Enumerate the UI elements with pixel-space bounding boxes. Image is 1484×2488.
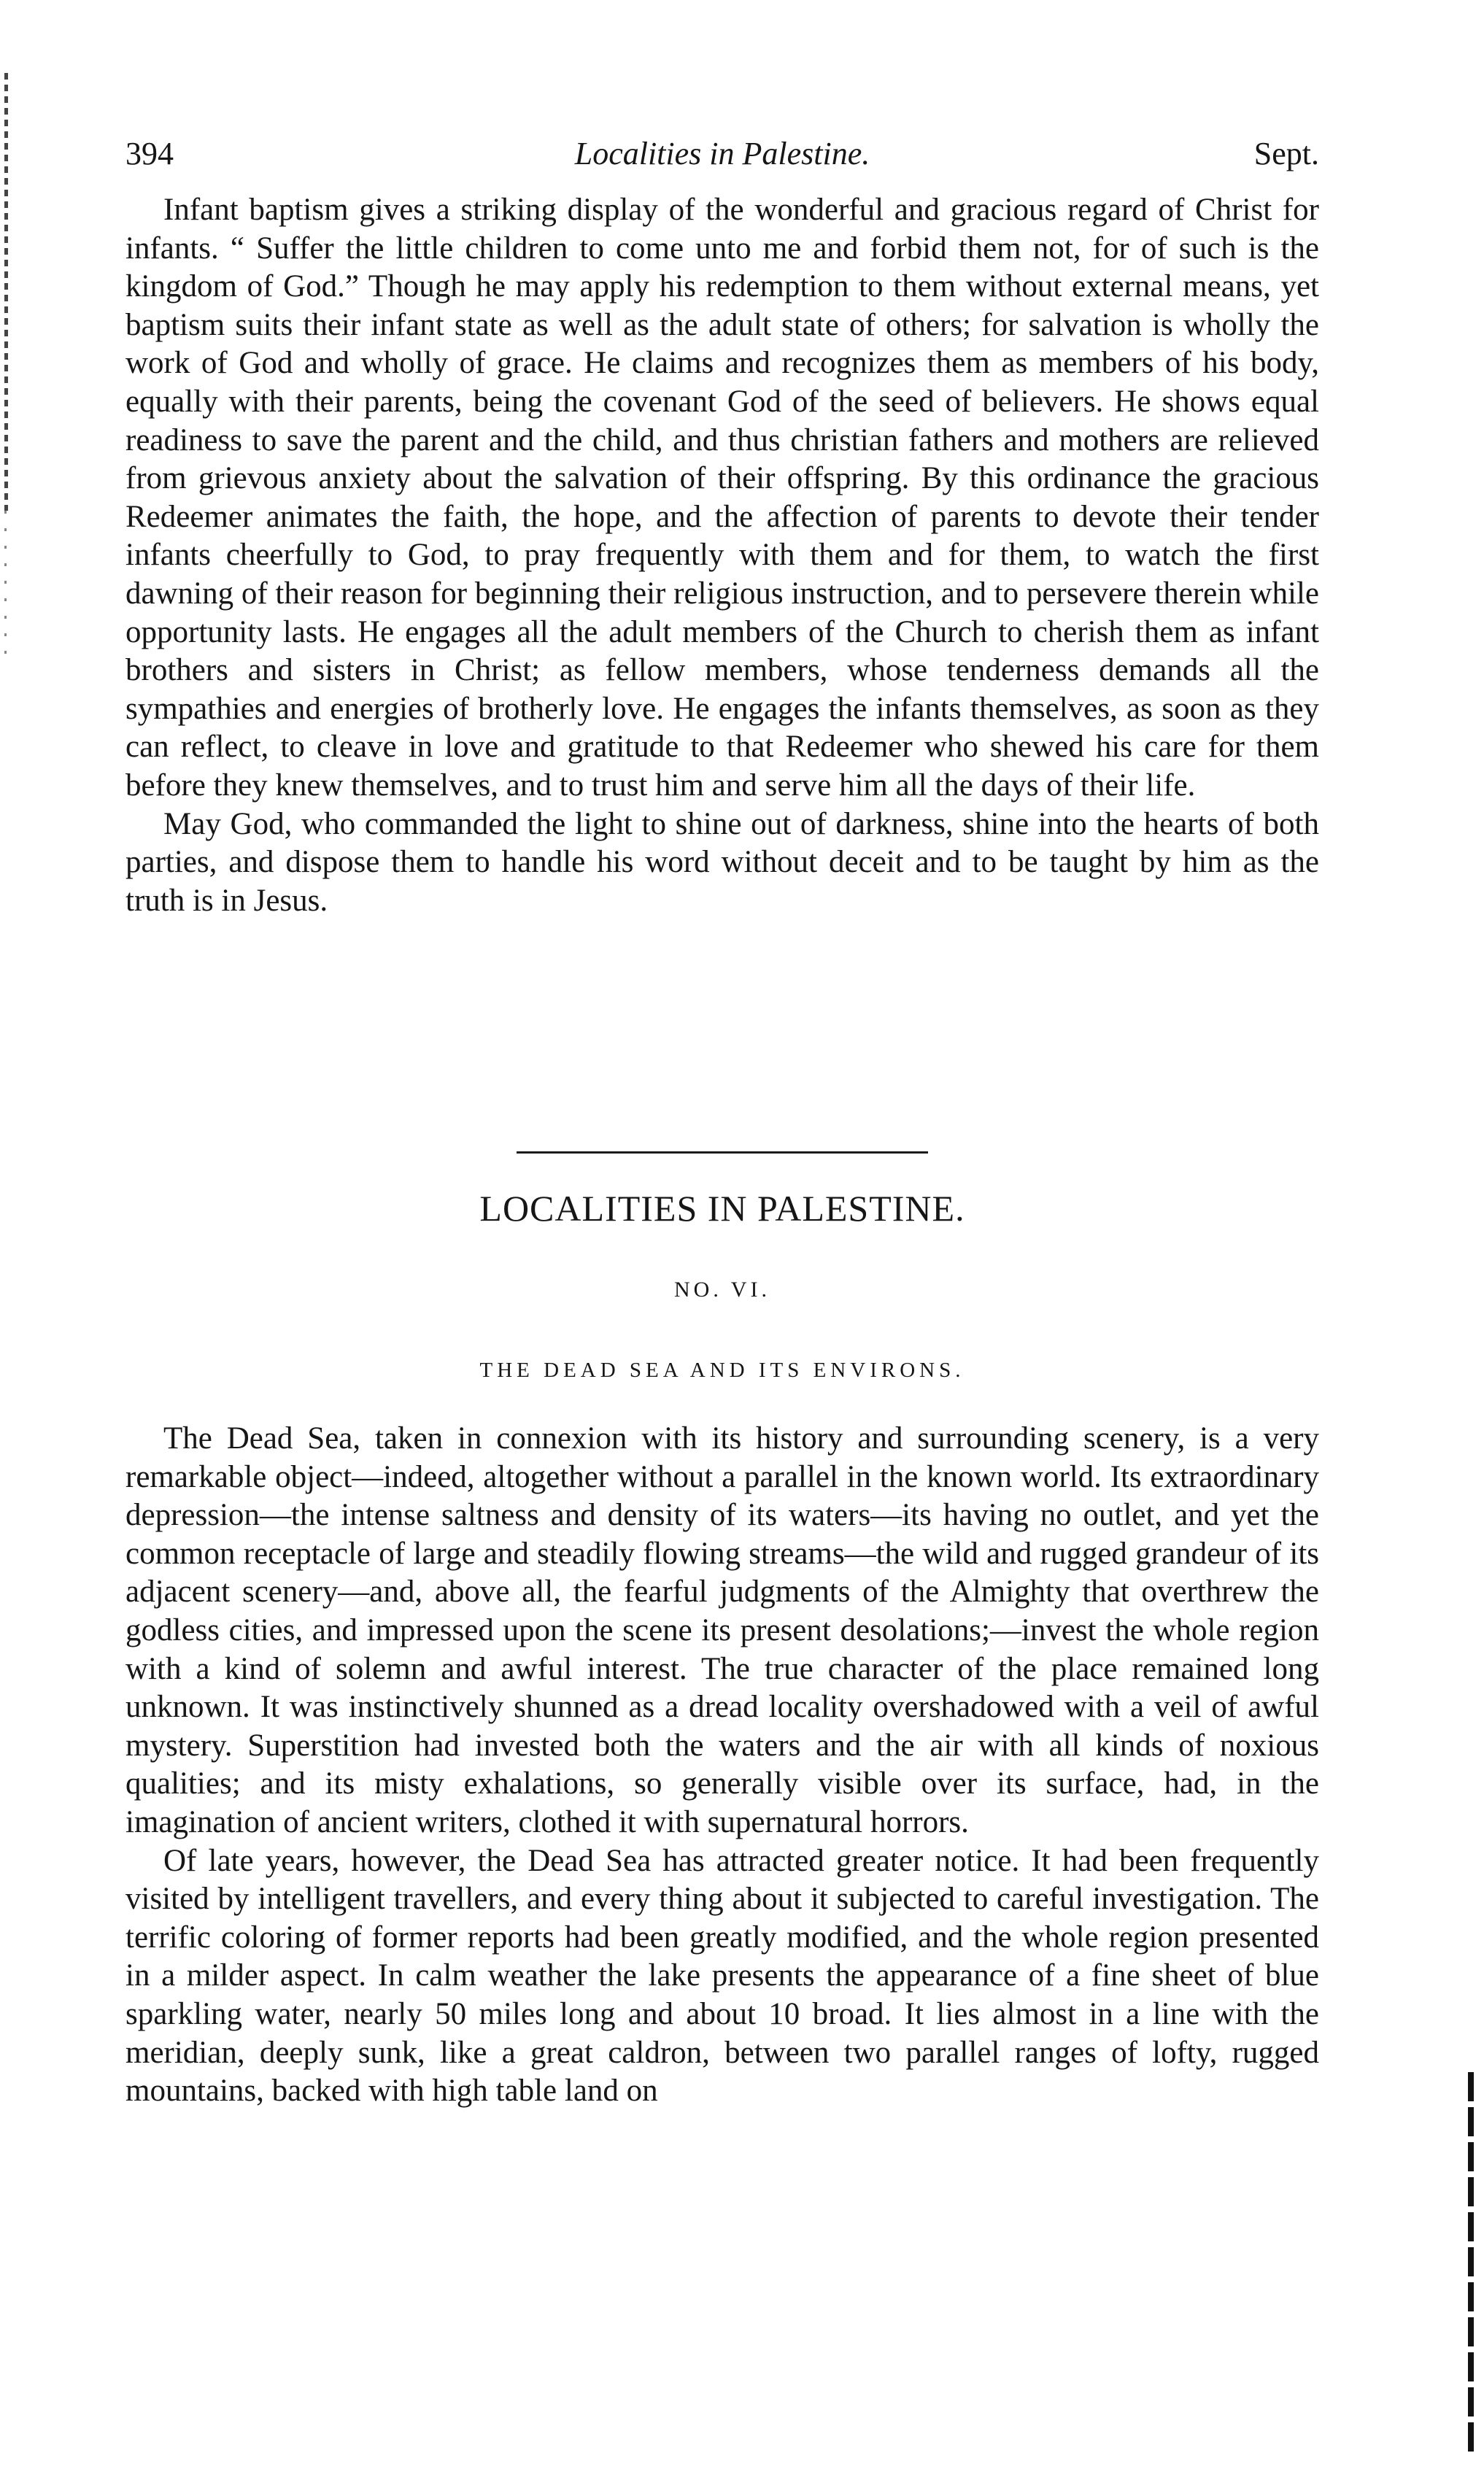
running-title: Localities in Palestine. [574, 136, 870, 171]
binding-edge-marks [4, 73, 8, 511]
paragraph: The Dead Sea, taken in connexion with its history and surrounding scenery, is a very remarkable object—indeed, altogether without a parallel in the known world. Its extraordinary depression—the intense saltness and density of its waters—its having no outlet, and yet the common receptacle of large and steadily flowing streams—the wild and rugged grandeur of its adjacent scenery—and, above all, the fearful judgments of the Almighty that overthrew the godless cities, and impressed upon the scene its present desolations;—invest the whole region with a kind of solemn and awful interest. The true character of the place remained long unknown. It was instinctively shunned as a dread locality overshadowed with a veil of awful mystery. Superstition had invested both the waters and the air with all kinds of noxious qualities; and its misty exhalations, so generally visible over its surface, had, in the imagination of ancient writers, clothed it with supernatural horrors. [125, 1421, 1319, 1839]
running-month: Sept. [1253, 136, 1319, 171]
page-edge-shadow [1468, 2072, 1474, 2452]
binding-edge-marks-lower [4, 511, 7, 657]
article-subtitle: THE DEAD SEA AND ITS ENVIRONS. [479, 1359, 965, 1382]
paragraph: Of late years, however, the Dead Sea has attracted greater notice. It had been frequently visited by intelligent travellers, and every thing about it subjected to careful investigation. The terrific coloring of former reports had been greatly modified, and the whole region presented in a milder aspect. In calm weather the lake presents the appearance of a fine sheet of blue sparkling water, nearly 50 miles long and about 10 broad. It lies almost in a line with the meridian, deeply sunk, like a great caldron, between two parallel ranges of lofty, rugged mountains, backed with high table land on [125, 1843, 1319, 2109]
running-header [125, 128, 1319, 179]
article-baptism-text [125, 191, 1319, 920]
article-dead-sea-text [125, 1420, 1319, 2111]
article-number: NO. VI. [674, 1278, 770, 1302]
section-divider [517, 1151, 928, 1154]
paragraph: Infant baptism gives a striking display of the wonderful and gracious regard of Christ for infants. “ Suffer the little children to come unto me and forbid them not, for of such is the kingdom of God.” Though he may apply his redemption to them without external means, yet baptism suits their infant state as well as the adult state of others; for salvation is wholly the work of God and wholly of grace. He claims and recognizes them as members of his body, equally with their parents, being the covenant God of the seed of believers. He shows equal readiness to save the parent and the child, and thus christian fathers and mothers are relieved from grievous anxiety about the salvation of their offspring. By this ordinance the gracious Redeemer animates the faith, the hope, and the affection of parents to devote their tender infants cheerfully to God, to pray frequently with them and for them, to watch the first dawning of their reason for beginning their religious instruction, and to persevere therein while opportunity lasts. He engages all the adult members of the Church to cherish them as infant brothers and sisters in Christ; as fellow members, whose tenderness demands all the sympathies and energies of brotherly love. He engages the infants themselves, as soon as they can reflect, to cleave in love and gratitude to that Redeemer who shewed his care for them before they knew themselves, and to trust him and serve him all the days of their life. [125, 193, 1319, 803]
page-number: 394 [125, 136, 174, 171]
article-title: LOCALITIES IN PALESTINE. [479, 1188, 965, 1229]
paragraph: May God, who commanded the light to shine out of darkness, shine into the hearts of both parties, and dispose them to handle his word without deceit and to be taught by him as the truth is in Jesus. [125, 806, 1319, 918]
